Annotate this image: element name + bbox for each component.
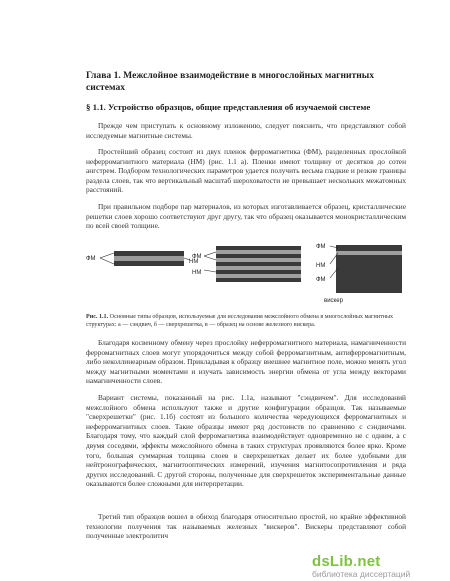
- chapter-title: Глава 1. Межслойное взаимодействие в многослойных магнитных системах: [86, 70, 375, 93]
- paragraph-whisker: Третий тип образцов вошел в обиход благодаря относительно простой, но крайне эффективной технологии получения так называемых железных "вискеров". Вискеры представляют собой полученные электролитич: [86, 512, 406, 541]
- figure-sandwich: [86, 251, 198, 266]
- caption-text: Основные типы образцов, используемые для исследования межслойного обмена в многослойных магнитных структурах: а — сэндвич, б — сверхрешетка, в — образец на основе железного вискера.: [86, 314, 394, 328]
- paragraph-intro: Прежде чем приступать к основному изложению, следует пояснить, что представляют собой исследуемые магнитные системы.: [86, 121, 406, 140]
- label-whisker: вискер: [324, 298, 343, 304]
- paragraph-simple-sample: Простейший образец состоит из двух пленок ферромагнетика (ФМ), разделенных прослойкой неферромагнитного материала (НМ) (рис. 1.1 а). Пленки имеют толщину от десятков до сотен ангстрем. Подбором технологических параметров удается получить весьма гладкие и резкие границы раздела слоев, так что вертикальный масштаб шероховатости не превышает нескольких межатомных расстояний.: [86, 147, 406, 195]
- figure-whisker: [316, 244, 402, 304]
- label-nm-c: НМ: [316, 263, 326, 269]
- label-nm-a: НМ: [189, 259, 199, 265]
- paragraph-exchange: Благодаря косвенному обмену через прослойку неферромагнитного материала, намагниченности ферромагнитных слоев могут упорядочиться между собой ферромагнитным, антиферромагнитным, либо неколлинеарным образом. Прикладывая к образцу внешнее магнитное поле, можно менять угол между магнитными моментами и изучать зависимость энергии обмена от угла между векторами намагниченности слоев.: [86, 338, 406, 386]
- caption-label: Рис. 1.1.: [86, 314, 109, 320]
- label-fm-a: ФМ: [86, 256, 96, 262]
- figure-sample-types: [86, 238, 406, 310]
- paragraph-superlattice: Вариант системы, показанный на рис. 1.1а, называют "сэндвичем". Для исследований межслойного обмена используют также и другие конфигурации образцов. Так называемые "сверхрешетки" (рис. 1.1б) состоят из большого количества чередующихся ферромагнитных и неферромагнитных слоев. Такие образцы имеют ряд достоинств по сравнению с сэндвичами. Благодаря тому, что каждый слой ферромагнетика взаимодействует одновременно не с одним, а с двумя соседями, эффекты межслойного обмена в таких структурах проявляются более ярко. Кроме того, большая суммарная толщина слоев в сверхрешетках делает их более удобными для нейтронографических, магнитооптических измерений, изучения магнитосопротивления и ряда других исследований. С другой стороны, полученные для сверхрешеток экспериментальные данные оказываются более сложными для интерпретации.: [86, 393, 406, 489]
- label-fm-c: ФМ: [316, 244, 326, 250]
- watermark: [312, 553, 447, 579]
- label-fm-b: ФМ: [192, 254, 202, 260]
- watermark-subtitle: библиотека диссертаций: [312, 569, 411, 579]
- figure-caption: [86, 313, 406, 329]
- watermark-logo: dsLib.net: [312, 553, 381, 570]
- label-nm-b: НМ: [192, 270, 202, 276]
- section-title: § 1.1. Устройство образцов, общие представления об изучаемой системе: [86, 102, 371, 112]
- figure-superlattice: [192, 246, 301, 282]
- paragraph-crystal: При правильном подборе пар материалов, из которых изготавливается образец, кристаллические решетки слоев хорошо соответствуют друг другу, так что образец оказывается монокристаллическим по всей своей толщине.: [86, 202, 406, 231]
- label-fm-c2: ФМ: [316, 277, 326, 283]
